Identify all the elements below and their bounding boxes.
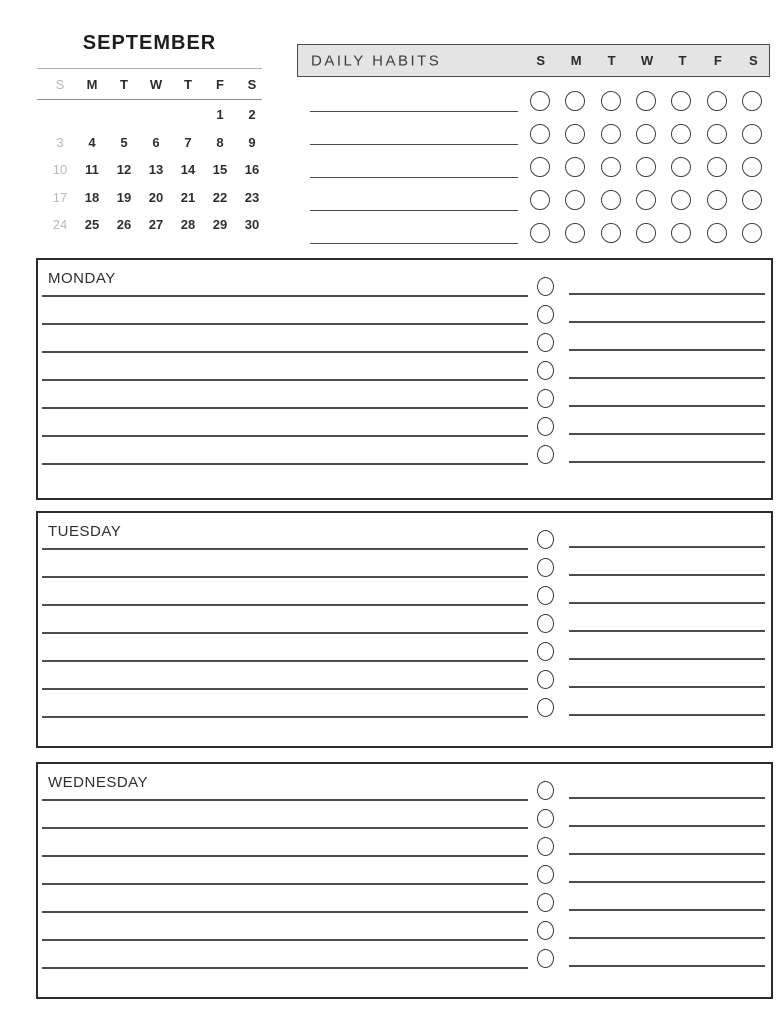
task-row: [38, 943, 771, 969]
task-note-line: [569, 965, 765, 967]
habit-check-circle[interactable]: [565, 91, 585, 111]
calendar-date: 6: [152, 134, 160, 150]
calendar-date: 28: [180, 217, 196, 232]
calendar-weekday: S: [55, 77, 65, 92]
day-task-rows: [38, 513, 771, 746]
task-check-circle[interactable]: [537, 698, 554, 717]
calendar-date: 30: [244, 217, 260, 232]
daily-habits-title: DAILY HABITS: [311, 52, 442, 69]
calendar-date: 20: [148, 189, 164, 205]
task-note-line: [569, 405, 765, 407]
habit-name-line: [310, 144, 518, 145]
habit-check-circle[interactable]: [530, 223, 550, 243]
habit-check-circle[interactable]: [742, 124, 762, 144]
habit-check-circle[interactable]: [636, 223, 656, 243]
habit-check-circle[interactable]: [565, 223, 585, 243]
task-note-line: [569, 602, 765, 604]
task-check-circle[interactable]: [537, 809, 554, 828]
habit-check-circle[interactable]: [707, 124, 727, 144]
calendar-month-title: SEPTEMBER: [82, 32, 217, 54]
habit-check-circle[interactable]: [671, 91, 691, 111]
habit-day-letter: T: [607, 53, 616, 68]
calendar-weekday: F: [216, 77, 224, 92]
habit-day-headers: [523, 45, 771, 76]
calendar-date: 11: [85, 162, 99, 177]
task-row: [38, 327, 771, 353]
calendar-date: [76, 101, 108, 129]
habit-check-circle[interactable]: [742, 91, 762, 111]
day-task-rows: [38, 764, 771, 997]
task-writing-line: [42, 883, 528, 885]
task-row: [38, 803, 771, 829]
calendar-date: 7: [184, 134, 192, 150]
day-section-wednesday: [36, 762, 773, 999]
task-writing-line: [42, 632, 528, 634]
task-check-circle[interactable]: [537, 837, 554, 856]
task-writing-line: [42, 939, 528, 941]
task-writing-line: [42, 967, 528, 969]
calendar-date: 15: [212, 162, 228, 177]
task-note-line: [569, 825, 765, 827]
task-check-circle[interactable]: [537, 614, 554, 633]
task-note-line: [569, 461, 765, 463]
task-row: [38, 383, 771, 409]
habit-name-line: [310, 177, 518, 178]
habit-check-circle[interactable]: [671, 190, 691, 210]
task-writing-line: [42, 827, 528, 829]
task-row: [38, 887, 771, 913]
task-writing-line: [42, 855, 528, 857]
calendar-date: 2: [248, 107, 256, 122]
task-note-line: [569, 630, 765, 632]
habit-check-circle[interactable]: [636, 157, 656, 177]
task-row: [38, 411, 771, 437]
task-note-line: [569, 321, 765, 323]
task-row: [38, 439, 771, 465]
day-section-label: TUESDAY: [48, 523, 122, 540]
task-note-line: [569, 546, 765, 548]
habit-check-circle[interactable]: [742, 223, 762, 243]
habit-check-circle[interactable]: [742, 190, 762, 210]
calendar-date: 25: [84, 217, 100, 232]
task-row: [38, 859, 771, 885]
task-writing-line: [42, 463, 528, 465]
day-section-monday: [36, 258, 773, 500]
habit-check-circle[interactable]: [671, 223, 691, 243]
task-check-circle[interactable]: [537, 670, 554, 689]
task-writing-line: [42, 407, 528, 409]
habit-check-group: [522, 84, 770, 117]
habit-check-group: [522, 183, 770, 216]
task-writing-line: [42, 911, 528, 913]
habit-check-circle[interactable]: [530, 91, 550, 111]
calendar-date: 9: [248, 134, 256, 150]
calendar-date: 13: [148, 162, 164, 177]
task-check-circle[interactable]: [537, 921, 554, 940]
habit-name-line: [310, 210, 518, 211]
task-writing-line: [42, 604, 528, 606]
task-check-circle[interactable]: [537, 389, 554, 408]
habit-check-circle[interactable]: [601, 91, 621, 111]
daily-habits-header-bar: [297, 44, 770, 77]
task-writing-line: [42, 688, 528, 690]
calendar-date: 22: [212, 189, 228, 205]
day-section-tuesday: [36, 511, 773, 748]
task-note-line: [569, 853, 765, 855]
habit-check-circle[interactable]: [601, 124, 621, 144]
task-note-line: [569, 293, 765, 295]
habit-row: [297, 150, 770, 183]
task-note-line: [569, 937, 765, 939]
habit-row: [297, 183, 770, 216]
day-section-label: WEDNESDAY: [48, 774, 149, 791]
habit-check-group: [522, 117, 770, 150]
calendar-date: 18: [84, 189, 100, 205]
habit-day-letter: W: [640, 53, 654, 68]
task-row: [38, 915, 771, 941]
calendar-weekday: M: [86, 77, 98, 92]
task-row: [38, 580, 771, 606]
habit-day-letter: F: [713, 53, 722, 68]
habit-row: [297, 117, 770, 150]
habit-check-circle[interactable]: [530, 157, 550, 177]
calendar-date: 14: [180, 162, 196, 177]
task-check-circle[interactable]: [537, 361, 554, 380]
task-check-circle[interactable]: [537, 642, 554, 661]
task-writing-line: [42, 716, 528, 718]
day-section-label: MONDAY: [48, 270, 116, 287]
habit-check-circle[interactable]: [707, 91, 727, 111]
task-writing-line: [42, 379, 528, 381]
task-row: [38, 608, 771, 634]
calendar-date: 4: [88, 134, 96, 150]
habit-row: [297, 216, 770, 249]
calendar-weekday: W: [149, 77, 163, 92]
task-note-line: [569, 574, 765, 576]
task-check-circle[interactable]: [537, 305, 554, 324]
habit-check-group: [522, 150, 770, 183]
calendar-dates-grid: [44, 101, 268, 239]
habit-check-circle[interactable]: [565, 157, 585, 177]
calendar-date: [140, 101, 172, 129]
task-note-line: [569, 377, 765, 379]
task-check-circle[interactable]: [537, 558, 554, 577]
task-writing-line: [42, 548, 528, 550]
task-row: [38, 664, 771, 690]
calendar-date: 10: [52, 162, 68, 177]
habit-row: [297, 84, 770, 117]
task-row: [38, 271, 771, 297]
task-note-line: [569, 686, 765, 688]
calendar-weekday: S: [247, 77, 257, 92]
task-row: [38, 831, 771, 857]
task-note-line: [569, 909, 765, 911]
task-note-line: [569, 658, 765, 660]
habit-check-circle[interactable]: [636, 124, 656, 144]
habit-check-group: [522, 216, 770, 249]
calendar-weekday: T: [120, 77, 128, 92]
task-writing-line: [42, 295, 528, 297]
task-check-circle[interactable]: [537, 530, 554, 549]
task-check-circle[interactable]: [537, 277, 554, 296]
habit-check-circle[interactable]: [636, 91, 656, 111]
habit-check-circle[interactable]: [530, 190, 550, 210]
calendar-divider-top: [37, 68, 262, 69]
habit-check-circle[interactable]: [671, 157, 691, 177]
task-check-circle[interactable]: [537, 417, 554, 436]
task-row: [38, 692, 771, 718]
habit-name-line: [310, 111, 518, 112]
task-row: [38, 299, 771, 325]
habit-check-circle[interactable]: [601, 157, 621, 177]
task-check-circle[interactable]: [537, 445, 554, 464]
habit-check-circle[interactable]: [671, 124, 691, 144]
calendar-date: 8: [216, 134, 224, 150]
task-writing-line: [42, 351, 528, 353]
calendar-date: [44, 101, 76, 129]
calendar-date: 24: [52, 217, 68, 232]
task-row: [38, 552, 771, 578]
calendar-date: 26: [116, 217, 132, 232]
task-check-circle[interactable]: [537, 949, 554, 968]
task-writing-line: [42, 799, 528, 801]
task-writing-line: [42, 435, 528, 437]
habit-check-circle[interactable]: [565, 124, 585, 144]
task-check-circle[interactable]: [537, 893, 554, 912]
calendar-date: 17: [52, 189, 68, 205]
task-row: [38, 775, 771, 801]
calendar-date: 29: [212, 217, 228, 232]
calendar-date: 27: [148, 217, 164, 232]
habit-check-circle[interactable]: [601, 190, 621, 210]
day-task-rows: [38, 260, 771, 498]
habit-check-circle[interactable]: [707, 157, 727, 177]
habit-day-letter: T: [678, 53, 687, 68]
habit-check-circle[interactable]: [707, 223, 727, 243]
calendar-date: 21: [180, 189, 196, 205]
calendar-date: 12: [116, 162, 132, 177]
calendar-date: [108, 101, 140, 129]
task-writing-line: [42, 660, 528, 662]
task-row: [38, 636, 771, 662]
calendar-date: 3: [56, 134, 64, 150]
calendar-date: [172, 101, 204, 129]
task-row: [38, 524, 771, 550]
habit-check-circle[interactable]: [565, 190, 585, 210]
task-check-circle[interactable]: [537, 586, 554, 605]
task-note-line: [569, 797, 765, 799]
habit-check-circle[interactable]: [707, 190, 727, 210]
calendar-date: 5: [120, 134, 128, 150]
habit-name-line: [310, 243, 518, 244]
habit-check-circle[interactable]: [530, 124, 550, 144]
calendar-divider-bottom: [37, 99, 262, 100]
task-note-line: [569, 349, 765, 351]
habit-day-letter: S: [748, 53, 758, 68]
habit-rows: [297, 84, 770, 250]
task-check-circle[interactable]: [537, 333, 554, 352]
calendar-weekday: T: [184, 77, 192, 92]
task-note-line: [569, 433, 765, 435]
habit-day-letter: S: [536, 53, 546, 68]
calendar-date: 19: [116, 189, 132, 205]
task-note-line: [569, 881, 765, 883]
calendar-date: 16: [244, 162, 260, 177]
task-writing-line: [42, 576, 528, 578]
calendar-weekday-header: [44, 73, 268, 97]
task-writing-line: [42, 323, 528, 325]
habit-check-circle[interactable]: [742, 157, 762, 177]
calendar-date: 1: [216, 107, 224, 122]
task-check-circle[interactable]: [537, 865, 554, 884]
task-row: [38, 355, 771, 381]
habit-check-circle[interactable]: [636, 190, 656, 210]
habit-day-letter: M: [570, 53, 582, 68]
task-check-circle[interactable]: [537, 781, 554, 800]
task-note-line: [569, 714, 765, 716]
calendar-date: 23: [244, 189, 260, 205]
habit-check-circle[interactable]: [601, 223, 621, 243]
